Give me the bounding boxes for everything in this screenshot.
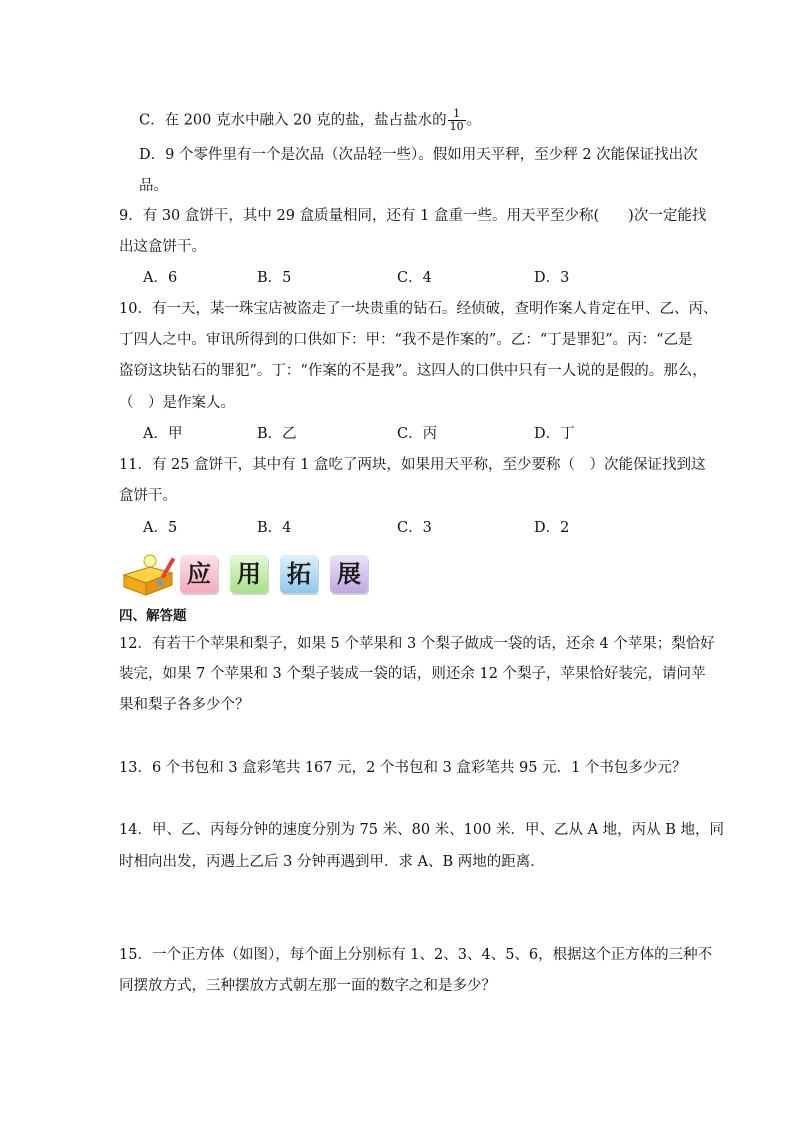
question-11-line2: 盒饼干。: [119, 488, 177, 504]
q11-option-c: C．3: [397, 520, 432, 536]
q9-option-c: C．4: [397, 270, 432, 286]
q11-option-a: A．5: [143, 520, 178, 536]
q10-option-c: C．丙: [397, 426, 438, 442]
fraction-denominator: 10: [449, 120, 464, 133]
question-9-line2: 出这盒饼干。: [119, 239, 206, 255]
q10-option-d: D．丁: [534, 426, 575, 442]
q9-option-d: D．3: [534, 270, 570, 286]
banner-char-1: 应: [180, 555, 218, 593]
fraction: [448, 108, 466, 133]
question-12-line3: 果和梨子各多少个？: [119, 697, 250, 713]
q9-option-b: B．5: [257, 270, 292, 286]
section-title: 四、解答题: [119, 608, 187, 624]
toolbox-icon: [120, 553, 178, 597]
question-10-options: [143, 424, 643, 444]
banner-char-3: 拓: [280, 555, 318, 593]
q10-option-a: A．甲: [143, 426, 183, 442]
question-14-line1: 14．甲、乙、丙每分钟的速度分别为 75 米、80 米、100 米．甲、乙从 A 地，丙从 B 地，同: [119, 822, 725, 838]
question-11-options: [143, 518, 643, 538]
question-12-line2: 装完，如果 7 个苹果和 3 个梨子装成一袋的话，则还余 12 个梨子，苹果恰好装完，请问苹: [119, 666, 706, 682]
question-9-options: [143, 268, 643, 288]
banner-char-4: 展: [330, 555, 368, 593]
question-10-line4: （ ）是作案人。: [119, 395, 235, 411]
question-11-line1: 11．有 25 盒饼干，其中有 1 盒吃了两块，如果用天平称，至少要称（ ）次能保证找到这: [119, 457, 706, 473]
question-9-line1: 9．有 30 盒饼干，其中 29 盒质量相同，还有 1 盒重一些。用天平至少称( )次一定能找: [119, 208, 707, 224]
option-d-line2: 品。: [139, 178, 168, 194]
question-13-line1: 13．6 个书包和 3 盒彩笔共 167 元，2 个书包和 3 盒彩笔共 95 元．1 个书包多少元？: [119, 760, 687, 776]
q11-option-d: D．2: [534, 520, 570, 536]
question-10-line1: 10．有一天，某一珠宝店被盗走了一块贵重的钻石。经侦破，查明作案人肯定在甲、乙、丙、: [119, 301, 718, 317]
question-15-line1: 15．一个正方体（如图），每个面上分别标有 1、2、3、4、5、6，根据这个正方体的三种不: [119, 947, 713, 963]
question-10-line3: 盗窃这块钻石的罪犯”。丁：“作案的不是我”。这四人的口供中只有一人说的是假的。那么，: [119, 363, 707, 379]
q9-option-a: A．6: [143, 270, 178, 286]
option-d-line1: D．9 个零件里有一个是次品（次品轻一些）。假如用天平秤，至少秤 2 次能保证找出次: [139, 147, 698, 163]
question-14-line2: 时相向出发，丙遇上乙后 3 分钟再遇到甲．求 A、B 两地的距离．: [119, 854, 545, 870]
q10-option-b: B．乙: [257, 426, 297, 442]
option-c-line: [139, 108, 481, 133]
option-c-text: C．在 200 克水中融入 20 克的盐，盐占盐水的: [139, 112, 447, 129]
question-10-line2: 丁四人之中。审讯所得到的口供如下：甲：“我不是作案的”。乙：“丁是罪犯”。丙：“乙是: [119, 332, 693, 348]
banner-char-2: 用: [230, 555, 268, 593]
q11-option-b: B．4: [257, 520, 292, 536]
fraction-numerator: 1: [448, 108, 466, 121]
section-banner: [120, 553, 370, 597]
question-15-line2: 同摆放方式，三种摆放方式朝左那一面的数字之和是多少？: [119, 978, 496, 994]
question-12-line1: 12．有若干个苹果和梨子，如果 5 个苹果和 3 个梨子做成一袋的话，还余 4 个苹果；梨恰好: [119, 636, 715, 652]
option-c-suffix: 。: [466, 112, 482, 129]
